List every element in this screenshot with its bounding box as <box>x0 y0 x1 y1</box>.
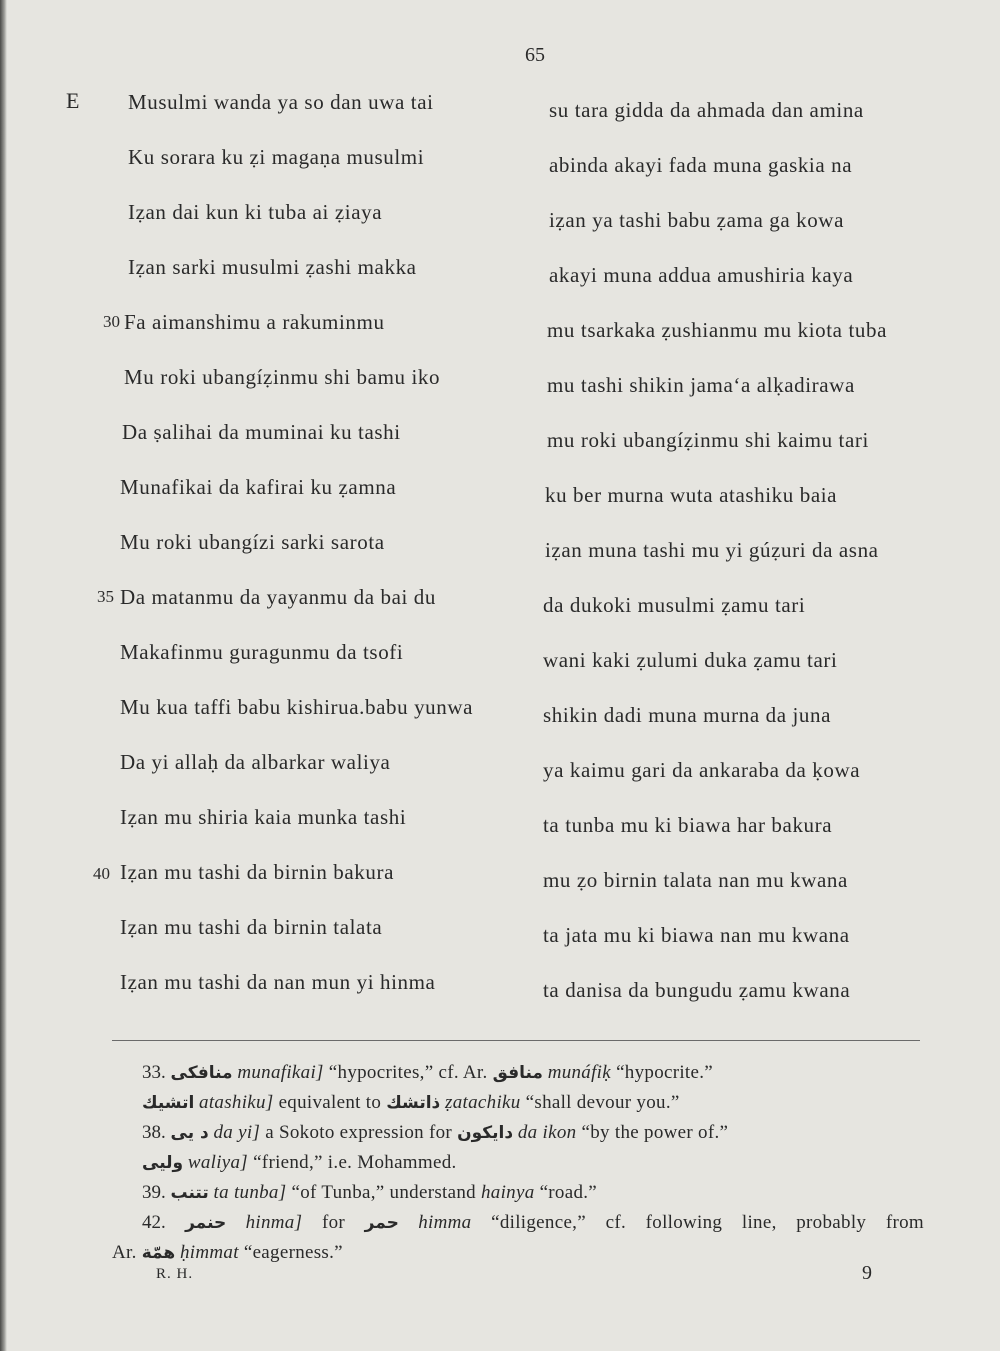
arabic-term: ذاتشك <box>386 1093 441 1113</box>
verse-line: Iẓan dai kun ki tuba ai ẓiaya <box>128 200 383 224</box>
footnote-text: “by the power of.” <box>581 1122 729 1143</box>
verse-line: mu tashi shikin jama‘a alḳadirawa <box>547 373 855 397</box>
footnote-term: ta tunba] <box>213 1182 287 1203</box>
footnote-term: munafikai] <box>237 1062 324 1083</box>
footnote-text: “road.” <box>539 1182 598 1203</box>
arabic-term: همّة <box>141 1243 176 1263</box>
verse-line: Iẓan mu tashi da birnin bakura <box>120 860 394 884</box>
verse-line: ku ber murna wuta atashiku baia <box>545 483 838 507</box>
verse-line: wani kaki ẓulumi duka ẓamu tari <box>543 648 838 672</box>
verse-line: ta tunba mu ki biawa har bakura <box>543 813 833 837</box>
footnote-term: ẓatachiku <box>445 1092 521 1113</box>
footnote-term: atashiku] <box>199 1092 274 1113</box>
footnote-divider <box>112 1040 920 1041</box>
verse-line: Iẓan mu tashi da nan mun yi hinma <box>120 970 436 994</box>
verse-line: iẓan muna tashi mu yi gúẓuri da asna <box>545 538 879 562</box>
line-number-40: 40 <box>93 864 110 883</box>
verse-line: Mu roki ubangíẓinmu shi bamu iko <box>124 365 441 389</box>
verse-line: Munafikai da kafirai ku ẓamna <box>120 475 397 499</box>
footnote-text: “eagerness.” <box>243 1242 343 1263</box>
footnote-text: “hypocrite.” <box>616 1062 714 1083</box>
verse-line: iẓan ya tashi babu ẓama ga kowa <box>549 208 844 232</box>
verse-line: Iẓan mu tashi da birnin talata <box>120 915 383 939</box>
footnote-text: “hypocrites,” cf. Ar. <box>328 1062 488 1083</box>
footnote-text: “of Tunba,” understand <box>291 1182 476 1203</box>
verse-line: Iẓan sarki musulmi ẓashi makka <box>128 255 417 279</box>
verse-line: Da ṣalihai da muminai ku tashi <box>122 420 401 444</box>
line-number-35: 35 <box>97 587 114 606</box>
footnote-text: a Sokoto expression for <box>265 1122 453 1143</box>
footnote-38-continued <box>112 1148 924 1178</box>
footnote-term: hainya <box>480 1182 535 1203</box>
verse-line: Mu kua taffi babu kishirua.babu yunwa <box>120 695 474 719</box>
footnote-text: “friend,” i.e. Mohammed. <box>253 1152 457 1173</box>
verse-line: Musulmi wanda ya so dan uwa tai <box>128 90 434 114</box>
arabic-term: د يى <box>170 1123 209 1143</box>
verse-line: Makafinmu guragunmu da tsofi <box>120 640 404 664</box>
footnote-text: for <box>321 1212 346 1233</box>
footnote-38 <box>112 1118 924 1148</box>
footnote-term: waliya] <box>187 1152 249 1173</box>
footnote-text: Ar. <box>112 1242 137 1263</box>
verse-column-left <box>120 87 473 1022</box>
section-mark: E <box>66 88 80 113</box>
footer-signature-number: 9 <box>862 1262 872 1284</box>
footnotes <box>112 1058 924 1268</box>
page-edge-shadow <box>0 0 7 1351</box>
verse-line: su tara gidda da ahmada dan amina <box>549 98 864 122</box>
footnote-number: 33. <box>142 1062 166 1083</box>
arabic-term: حمر <box>364 1213 399 1233</box>
verse-column-right <box>543 95 887 1030</box>
verse-line: mu roki ubangíẓinmu shi kaimu tari <box>547 428 869 452</box>
arabic-term: اتشيك <box>142 1093 195 1113</box>
arabic-term: دايكون <box>457 1123 514 1143</box>
verse-line: ya kaimu gari da ankaraba da ḳowa <box>543 758 861 782</box>
footnote-42 <box>112 1208 924 1238</box>
footnote-42-continued <box>112 1238 924 1268</box>
footnote-term: da ikon <box>517 1122 577 1143</box>
verse-line: Iẓan mu shiria kaia munka tashi <box>120 805 407 829</box>
verse-line: Ku sorara ku ẓi magaṇa musulmi <box>128 145 425 169</box>
footer-signature: R. H. <box>156 1266 194 1282</box>
verse-line: akayi muna addua amushiria kaya <box>549 263 854 287</box>
footnote-number: 42. <box>142 1212 166 1233</box>
verse-line: mu ẓo birnin talata nan mu kwana <box>543 868 848 892</box>
arabic-term: وليى <box>142 1153 184 1173</box>
footnote-text: “diligence,” cf. following line, probably from <box>491 1212 924 1233</box>
verse-line: da dukoki musulmi ẓamu tari <box>543 593 806 617</box>
verse-line: abinda akayi fada muna gaskia na <box>549 153 853 177</box>
footnote-term: da yi] <box>213 1122 261 1143</box>
footnote-39 <box>112 1178 924 1208</box>
verse-line: ta danisa da bungudu ẓamu kwana <box>543 978 851 1002</box>
verse-line: shikin dadi muna murna da juna <box>543 703 832 727</box>
arabic-term: حنمر <box>185 1213 227 1233</box>
line-number-30: 30 <box>103 312 120 331</box>
footnote-number: 38. <box>142 1122 166 1143</box>
verse-line: Mu roki ubangízi sarki sarota <box>120 530 385 554</box>
footnote-term: ḥimmat <box>179 1242 239 1263</box>
footnote-term: munáfiḳ <box>547 1062 611 1083</box>
verse-line: Da yi allaḥ da albarkar waliya <box>120 750 391 774</box>
verse-line: Fa aimanshimu a rakuminmu <box>124 310 385 334</box>
footnote-text: “shall devour you.” <box>525 1092 680 1113</box>
page-number: 65 <box>525 44 545 66</box>
verse-line: ta jata mu ki biawa nan mu kwana <box>543 923 850 947</box>
arabic-term: تتنب <box>170 1183 209 1203</box>
footnote-33-continued <box>112 1088 924 1118</box>
footnote-term: hinma] <box>245 1212 303 1233</box>
verse-line: mu tsarkaka ẓushianmu mu kiota tuba <box>547 318 888 342</box>
arabic-term: منافق <box>492 1063 543 1083</box>
footnote-term: himma <box>418 1212 472 1233</box>
arabic-term: منافكى <box>170 1063 233 1083</box>
footnote-number: 39. <box>142 1182 166 1203</box>
footnote-text: equivalent to <box>278 1092 382 1113</box>
verse-line: Da matanmu da yayanmu da bai du <box>120 585 437 609</box>
footnote-33 <box>112 1058 924 1088</box>
